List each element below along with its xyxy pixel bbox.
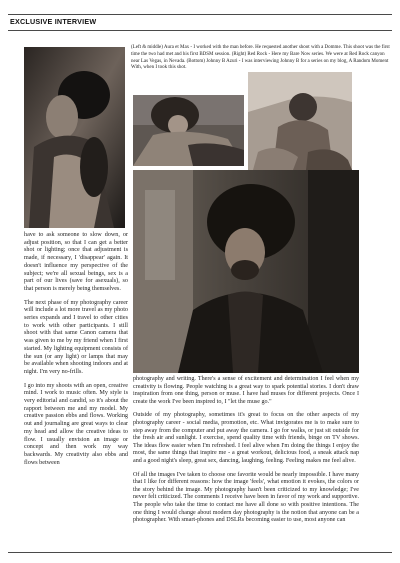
header-bottom-rule xyxy=(8,30,392,31)
photo-left-image xyxy=(24,47,125,228)
body-paragraph: Outside of my photography, sometimes it's great to focus on the other aspects of my photography career - social media, promotion, etc. What invigorates me is to make sure to step away from the computer and put away the camera. I go for walks, or just sit outside for the fresh air and sunlight. I exercise, spend quality time with friends, binge on TV shows. The ideas flow easier when I'm refreshed. I feel alive when I'm doing the things I enjoy the most, the same things that inspire me - a great workout, delicious food, a sneak attack nap and a good night's sleep, great sex, dancing, laughing, feeling. Feeling makes me feel alive. xyxy=(133,412,359,464)
body-paragraph: Of all the images I've taken to choose one favorite would be nearly impossible. I have many that I like for different reasons: how the image 'feels', what emotion it evokes, the colors or the story behind the image. My photography hasn't been criticized to my knowledge; I've never felt criticized. The comments I receive have been in favor of my work and supportive. The people who take the time to contact me have all done so with positive intentions. The one thing I would change about modern day photography is the notion that anyone can be a photographer. With smart-phones and DSLRs becoming easier to use, most anyone can xyxy=(133,471,359,524)
body-paragraph: I go into my shoots with an open, creative mind. I work to music often. My style is very editorial and candid, so it's about the rapport between me and my model. My creative passion ebbs and flows. Working out and journaling are great ways to clear my head and allow the creative ideas to flow. I usually envision an image or concept and then work my way backwards. My creativity also ebbs and flows between xyxy=(24,382,128,466)
section-label: EXCLUSIVE INTERVIEW xyxy=(10,17,97,26)
right-text-column xyxy=(133,376,359,531)
body-paragraph: photography and writing. There's a sense of excitement and determination I feel when my creativity is flowing. People watching is a great way to spark potential stories. I don't draw inspiration from one thing, person or muse. I have had muses for different projects. Once I create the work I've been inspired to, I "let the muse go." xyxy=(133,376,359,405)
photo-right-image xyxy=(248,72,352,170)
photo-caption: (Left & middle) Aura et Max - I worked with the man before. He requested another shoot with a Domme. This shoot was the first time the two had met and his first BDSM session. (Right) Red Rock - Here my Bare Now series. We were at Red Rock canyon near Las Vegas, in Nevada. (Bottom) Johnny B Azuri - I was interviewing Johnny B for a series on my blog, A Random Moment With, when I took this shot. xyxy=(131,45,390,71)
photo-left-aura-et-max xyxy=(24,47,125,228)
photo-middle-image xyxy=(133,95,244,166)
photo-right-red-rock xyxy=(248,72,352,170)
header-top-rule xyxy=(8,14,392,15)
section-header xyxy=(8,8,392,30)
footer-rule xyxy=(8,552,392,553)
left-text-column xyxy=(24,232,128,473)
body-paragraph: have to ask someone to slow down, or adjust position, so that I can get a better shot or lighting; once that adjustment is made, if necessary, I 'disappear' again. It doesn't influence my perspective of the subject; we're all sexual beings, sex is a part of our lives (save for asexuals), so that person is merely being themselves. xyxy=(24,232,128,292)
body-paragraph: The next phase of my photography career will include a lot more travel as my photo series expands and I travel to other cities to work with other participants. I still shoot with that same Canon camera that was given to me by my friend when I first started. My lighting equipment consists of the sun (or any light) or lamps that may be available when shooting indoors and at night. I'm very no-frills. xyxy=(24,299,128,375)
photo-middle-aura-et-max xyxy=(133,95,244,166)
photo-bottom-image xyxy=(133,170,359,373)
photo-bottom-johnny-b-azuri xyxy=(133,170,359,373)
